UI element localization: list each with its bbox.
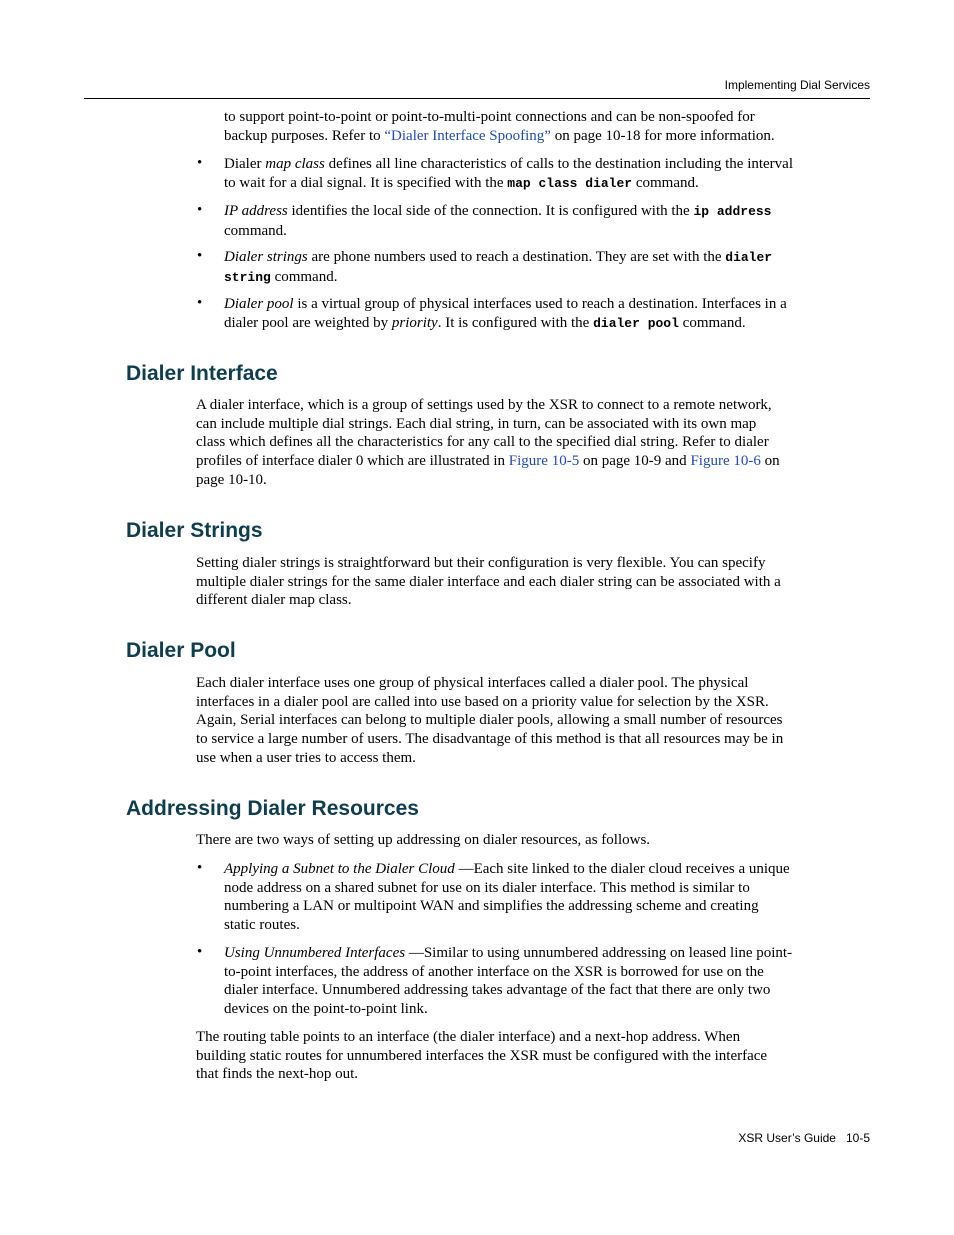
command-code: string xyxy=(224,269,271,285)
figure-10-6-link[interactable]: Figure 10-6 xyxy=(690,453,761,470)
italic-term: Applying a Subnet to the Dialer Cloud xyxy=(224,861,455,877)
bullet-subnet-dialer-cloud xyxy=(224,860,790,935)
text-line xyxy=(224,944,792,963)
text-line: Each dialer interface uses one group of physical interfaces called a dialer pool. The physical xyxy=(196,675,749,691)
bullet-marker: • xyxy=(197,860,203,876)
bullet-map-class xyxy=(224,155,793,193)
bullet-ip-address xyxy=(224,202,771,240)
page-number: 10-5 xyxy=(845,1131,870,1145)
bullet-marker: • xyxy=(197,202,203,218)
dialer-interface-spoofing-link[interactable]: “Dialer Interface Spoofing” xyxy=(384,127,551,144)
text-run: identifies the local side of the connection. It is configured with the xyxy=(287,203,694,219)
text-line xyxy=(224,860,790,879)
text-line: The routing table points to an interface (the dialer interface) and a next-hop address. When xyxy=(196,1029,741,1045)
dialer-interface-paragraph xyxy=(196,396,780,490)
text-line xyxy=(224,295,787,314)
command-code: ip address xyxy=(693,204,772,219)
text-run: defines all line characteristics of calls to the destination including the interval xyxy=(324,156,794,172)
text-line: A dialer interface, which is a group of settings used by the XSR to connect to a remote network, xyxy=(196,397,772,413)
text-run: command. xyxy=(270,268,338,285)
text-run: —Each site linked to the dialer cloud receives a unique xyxy=(454,861,790,877)
text-line: multiple dialer strings for the same dialer interface and each dialer string can be associated with a xyxy=(196,573,781,590)
text-run: command. xyxy=(678,314,746,331)
footer-guide-title: XSR User’s Guide xyxy=(738,1131,836,1145)
text-line: that finds the next-hop out. xyxy=(196,1066,359,1083)
text-run: are phone numbers used to reach a destination. They are set with the xyxy=(307,249,726,265)
text-run: on page 10-9 and xyxy=(579,453,691,470)
text-line: to service a large number of users. The disadvantage of this method is that all resources may be in xyxy=(196,731,784,748)
text-line: to-point interfaces, the address of another interface on the XSR is borrowed for use on the xyxy=(224,963,764,980)
heading-dialer-strings: Dialer Strings xyxy=(126,519,263,542)
dialer-strings-paragraph xyxy=(196,554,781,610)
text-run: dialer pool are weighted by xyxy=(224,314,392,331)
text-line: to support point-to-point or point-to-multi-point connections and can be non-spoofed for xyxy=(224,109,755,125)
italic-term: Dialer strings xyxy=(224,249,308,265)
text-line xyxy=(224,314,787,334)
running-header-title: Implementing Dial Services xyxy=(724,78,870,92)
page-footer xyxy=(728,1131,870,1145)
dialer-pool-paragraph xyxy=(196,674,783,768)
text-line xyxy=(224,174,793,194)
bullet-marker: • xyxy=(197,944,203,960)
text-run: Dialer xyxy=(224,156,266,172)
italic-term: Dialer pool xyxy=(224,296,294,312)
bullet-marker: • xyxy=(197,248,203,264)
italic-term: IP address xyxy=(224,203,288,219)
text-line: command. xyxy=(224,222,287,239)
italic-term: priority xyxy=(391,314,438,331)
text-line: can include multiple dial strings. Each dial string, in turn, can be associated with its own map xyxy=(196,415,757,432)
text-line: building static routes for unnumbered interfaces the XSR must be configured with the interface xyxy=(196,1047,768,1064)
addressing-intro: There are two ways of setting up addressing on dialer resources, as follows. xyxy=(196,832,651,848)
text-line xyxy=(224,248,772,268)
command-code: map class dialer xyxy=(507,175,633,191)
text-run: is a virtual group of physical interfaces used to reach a destination. Interfaces in a xyxy=(293,296,787,312)
text-line: class which defines all the characteristics for any call to the specified dial string. Refer to dialer xyxy=(196,434,769,451)
text-run: . It is configured with the xyxy=(437,314,594,331)
italic-term: map class xyxy=(265,156,325,172)
bullet-dialer-pool xyxy=(224,295,787,333)
text-line: dialer interface. Unnumbered addressing takes advantage of the fact that there are only two xyxy=(224,982,771,999)
text-run: to wait for a dial signal. It is specified with the xyxy=(224,174,508,191)
italic-term: Using Unnumbered Interfaces xyxy=(224,945,406,961)
text-line: devices on the point-to-point link. xyxy=(224,1001,428,1018)
text-line xyxy=(224,202,771,222)
heading-dialer-interface: Dialer Interface xyxy=(126,362,278,385)
routing-table-paragraph xyxy=(196,1028,767,1084)
text-line: different dialer map class. xyxy=(196,592,352,609)
text-run: command. xyxy=(632,174,699,191)
text-line: interfaces in a dialer pool are called into use based on a priority value for selection by the XSR. xyxy=(196,693,769,710)
command-code: dialer pool xyxy=(593,315,679,331)
text-run: profiles of interface dialer 0 which are illustrated in xyxy=(196,453,509,470)
heading-dialer-pool: Dialer Pool xyxy=(126,639,236,662)
heading-addressing-dialer-resources: Addressing Dialer Resources xyxy=(126,797,419,820)
bullet-dialer-strings xyxy=(224,248,772,287)
text-line: page 10-10. xyxy=(196,471,267,488)
text-run: on page 10-18 for more information. xyxy=(550,127,775,144)
text-run: backup purposes. Refer to xyxy=(224,127,385,144)
text-line: use when a user tries to access them. xyxy=(196,749,416,766)
text-line: static routes. xyxy=(224,917,300,934)
text-line xyxy=(224,155,793,174)
text-line: Setting dialer strings is straightforward but their configuration is very flexible. You can specify xyxy=(196,555,766,571)
text-line: numbering a LAN or multipoint WAN and simplifies the addressing scheme and creating xyxy=(224,898,759,915)
text-line: node address on a shared subnet for use on its dialer interface. This method is similar to xyxy=(224,879,750,896)
bullet-marker: • xyxy=(197,295,203,311)
text-run: on xyxy=(760,453,780,470)
text-line xyxy=(224,127,775,146)
text-line xyxy=(224,268,772,288)
command-code: dialer xyxy=(725,250,773,265)
bullet-marker: • xyxy=(197,155,203,171)
intro-paragraph xyxy=(224,108,775,145)
figure-10-5-link[interactable]: Figure 10-5 xyxy=(508,453,580,470)
text-run: —Similar to using unnumbered addressing on leased line point- xyxy=(405,945,793,961)
bullet-unnumbered-interfaces xyxy=(224,944,792,1019)
text-line xyxy=(196,452,780,471)
page-header xyxy=(84,76,870,99)
text-line: Again, Serial interfaces can belong to multiple dialer pools, allowing a small number of resources xyxy=(196,712,783,729)
